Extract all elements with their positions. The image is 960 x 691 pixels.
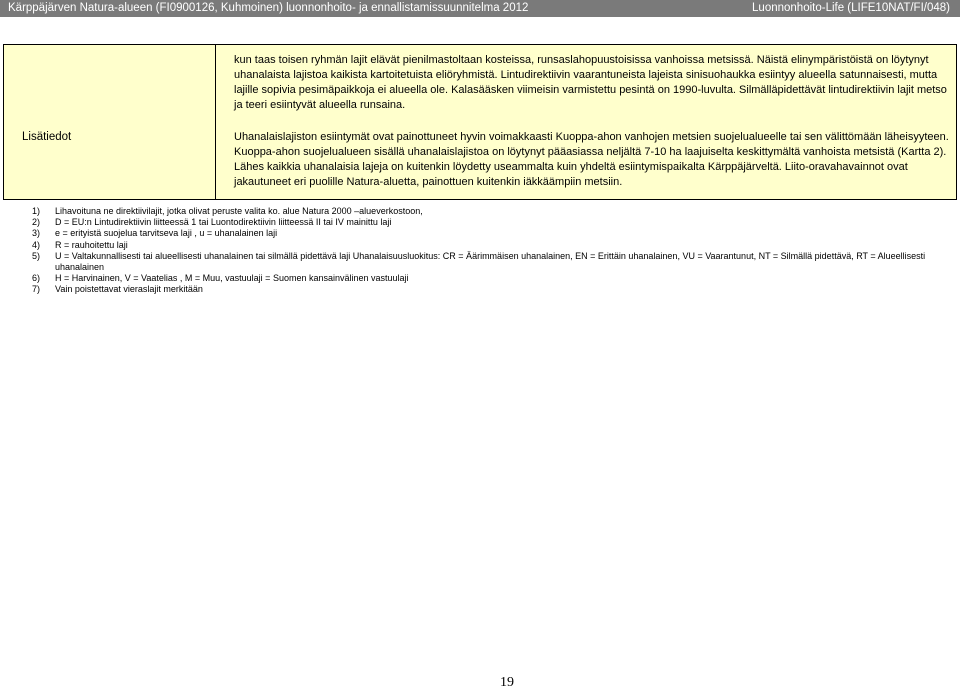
page-header	[0, 0, 960, 17]
header-document-title: Kärppäjärven Natura-alueen (FI0900126, Kuhmoinen) luonnonhoito- ja ennallistamissuunnitelma 2012	[8, 2, 529, 14]
footnote-text: e = erityistä suojelua tarvitseva laji , u = uhanalainen laji	[55, 228, 278, 239]
footnote	[32, 284, 952, 295]
info-table	[3, 44, 957, 200]
header-project-code: Luonnonhoito-Life (LIFE10NAT/FI/048)	[752, 2, 950, 14]
footnote-number: 2)	[32, 217, 41, 228]
footnote-text: Lihavoituna ne direktiivilajit, jotka olivat peruste valita ko. alue Natura 2000 –alueverkostoon,	[55, 206, 423, 216]
text-cell	[216, 45, 957, 200]
footnote-text: Vain poistettavat vieraslajit merkitään	[55, 284, 203, 295]
footnotes	[32, 206, 952, 296]
footnote-number: 6)	[32, 273, 41, 284]
footnote-text: U = Valtakunnallisesti tai alueellisesti uhanalainen tai silmällä pidettävä laji Uhanalaisuusluokitus: CR = Äärimmäisen uhanalainen, EN = Erittäin uhanalainen, VU = Vaarantunut, NT = Silmällä pidettävä, RT = Alueellisesti uhanalainen	[55, 250, 926, 273]
footnote-number: 5)	[32, 250, 41, 261]
footnote	[32, 217, 952, 228]
lisatiedot-label: Lisätiedot	[22, 131, 72, 143]
footnote-text: D = EU:n Lintudirektiivin liitteessä 1 tai Luontodirektiivin liitteessä II tai IV mainittu laji	[55, 217, 392, 228]
footnote	[32, 273, 952, 284]
species-paragraph: kun taas toisen ryhmän lajit elävät pienilmastoltaan kosteissa, runsaslahopuustoisissa vanhoissa metsissä. Näistä elinympäristöistä on löytynyt uhanalaista lajistoa kaikista kartoitetuista eliöryhmistä. Lintudirektiivin vaarantuneista lajeista sinisuohaukka esiintyy alueella satunnaisesti, mutta lajille sopivia pesimäpaikkoja ei alueella ole. Kalasääsken viimeisin varmistettu pesintä on 1990-luvulta. Silmälläpidettävät lintudirektiivin lajit metso ja teeri esiintyvät alueella runsaina.	[234, 54, 947, 111]
page-number: 19	[500, 675, 514, 690]
footnote-text: H = Harvinainen, V = Vaatelias , M = Muu, vastuulaji = Suomen kansainvälinen vastuulaji	[55, 273, 409, 284]
additional-info-paragraph: Uhanalaislajiston esiintymät ovat painottuneet hyvin voimakkaasti Kuoppa-ahon vanhojen metsien suojelualueelle tai sen välittömään läheisyyteen. Kuoppa-ahon suojelualueen sisällä uhanalaislajistoa on löytynyt pääasiassa neljältä 7-10 ha laajuiselta keskittymältä vanhoista metsistä (Kartta 2). Lähes kaikkia uhanalaisia lajeja on kuitenkin löydetty useammalta kuin yhdeltä esiintymispaikalta Kärppäjärveltä. Liito-oravahavainnot ovat jakautuneet eri puolille Natura-aluetta, painottuen kuitenkin iäkkäämpiin metsiin.	[234, 131, 949, 188]
footnote	[32, 206, 952, 217]
footnote-number: 3)	[32, 228, 41, 239]
footnote	[32, 240, 952, 251]
label-cell	[4, 45, 216, 200]
footnote	[32, 228, 952, 239]
footnote-number: 7)	[32, 284, 41, 295]
footnote-number: 4)	[32, 239, 41, 250]
footnote	[32, 251, 952, 273]
footnote-text: R = rauhoitettu laji	[55, 239, 128, 250]
footnote-number: 1)	[32, 206, 41, 216]
